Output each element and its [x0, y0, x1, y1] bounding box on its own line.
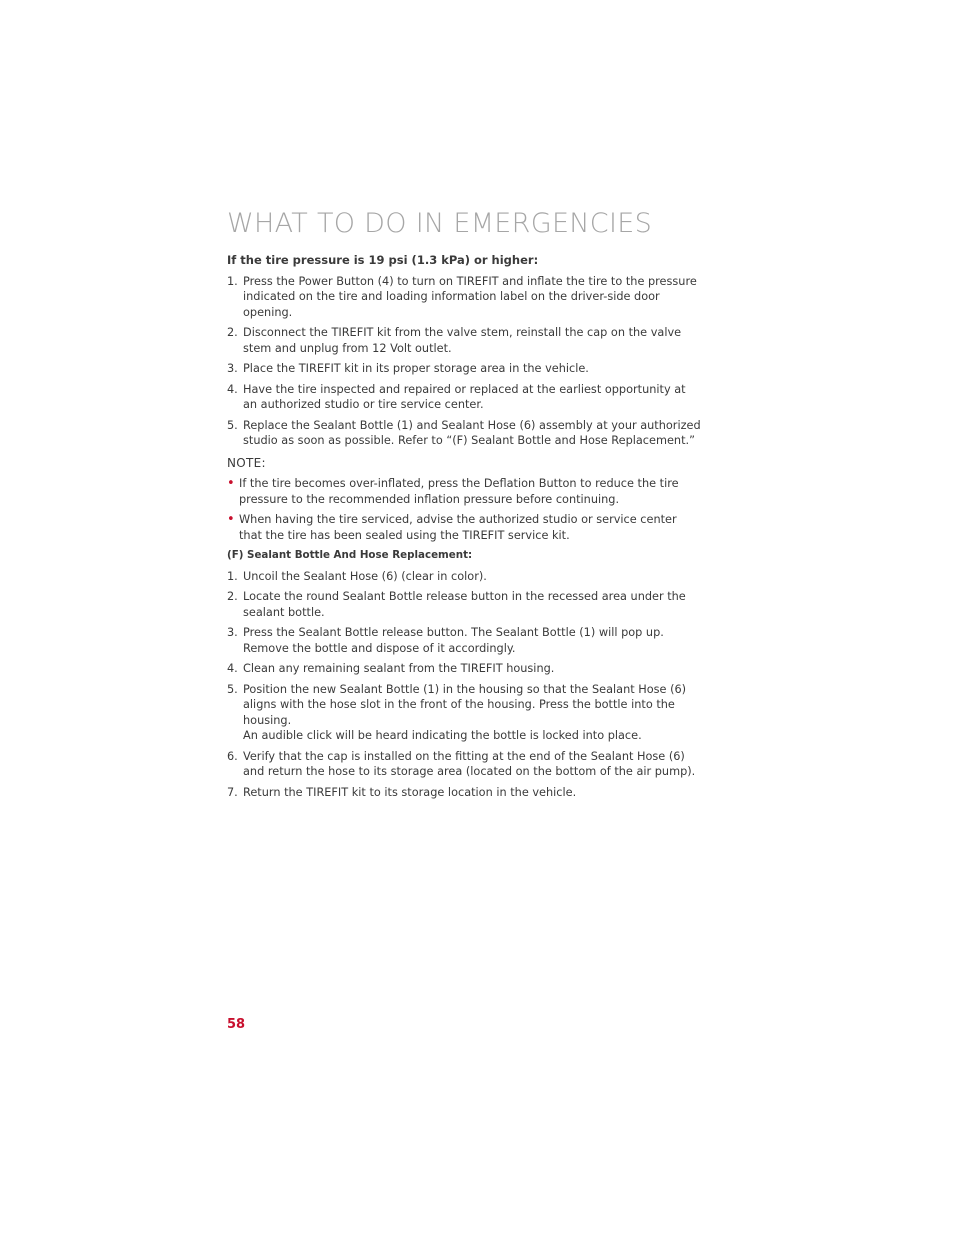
item-text: Place the TIREFIT kit in its proper storage area in the vehicle. [243, 362, 589, 375]
bullet-icon: • [227, 512, 235, 527]
list-item [227, 382, 702, 413]
list-item [227, 661, 702, 677]
pressure-heading: If the tire pressure is 19 psi (1.3 kPa) or higher: [227, 253, 539, 267]
list-item [227, 749, 702, 780]
item-number: 6. [227, 749, 238, 763]
item-text: Return the TIREFIT kit to its storage location in the vehicle. [243, 785, 577, 799]
item-number: 7. [227, 785, 238, 799]
item-number: 3. [227, 626, 238, 639]
item-text: Press the Sealant Bottle release button. The Sealant Bottle (1) will pop up. Remove the bottle and dispose of it accordingly. [243, 626, 664, 655]
item-text: Press the Power Button (4) to turn on TIREFIT and inflate the tire to the pressure indicated on the tire and loading information label on the driver-side door opening. [243, 274, 697, 319]
item-number: 2. [227, 590, 238, 603]
note-bullet-item [227, 512, 702, 543]
list-item [227, 785, 702, 801]
item-number: 4. [227, 662, 238, 675]
item-text: Clean any remaining sealant from the TIREFIT housing. [243, 662, 555, 675]
page-content [227, 253, 702, 805]
list-item [227, 418, 702, 449]
list-item [227, 361, 702, 377]
item-text: Verify that the cap is installed on the fitting at the end of the Sealant Hose (6) and return the hose to its storage area (located on the bottom of the air pump). [243, 749, 696, 778]
item-number: 2. [227, 326, 238, 339]
bullet-icon: • [227, 476, 235, 491]
replacement-heading: (F) Sealant Bottle And Hose Replacement: [227, 549, 473, 561]
list-item [227, 682, 702, 744]
item-text: Have the tire inspected and repaired or replaced at the earliest opportunity at an authorized studio or tire service center. [243, 382, 686, 411]
item-number: 1. [227, 569, 238, 583]
item-text: Uncoil the Sealant Hose (6) (clear in color). [243, 569, 487, 583]
section-title: WHAT TO DO IN EMERGENCIES [227, 208, 653, 239]
item-number: 3. [227, 362, 238, 375]
page-number: 58 [227, 1017, 246, 1032]
bullet-text: If the tire becomes over-inflated, press the Deflation Button to reduce the tire pressure to the recommended inflation pressure before continuing. [239, 477, 679, 506]
item-text: Position the new Sealant Bottle (1) in the housing so that the Sealant Hose (6) aligns with the hose slot in the front of the housing. Press the bottle into the housing. [243, 682, 687, 727]
item-number: 4. [227, 382, 238, 396]
list-item [227, 274, 702, 321]
note-bullet-item [227, 476, 702, 507]
note-label: NOTE: [227, 455, 266, 470]
item-number: 1. [227, 274, 238, 288]
item-text-continued: An audible click will be heard indicating the bottle is locked into place. [243, 729, 642, 742]
item-text: Disconnect the TIREFIT kit from the valve stem, reinstall the cap on the valve stem and unplug from 12 Volt outlet. [243, 326, 682, 355]
item-number: 5. [227, 682, 238, 696]
list-item [227, 589, 702, 620]
bullet-text: When having the tire serviced, advise the authorized studio or service center that the tire has been sealed using the TIREFIT service kit. [239, 513, 677, 542]
list-item [227, 569, 702, 585]
list-item [227, 625, 702, 656]
item-text: Replace the Sealant Bottle (1) and Sealant Hose (6) assembly at your authorized studio as soon as possible. Refer to “(F) Sealant Bottle and Hose Replacement.” [243, 418, 701, 447]
list-item [227, 325, 702, 356]
item-number: 5. [227, 418, 238, 432]
item-text: Locate the round Sealant Bottle release button in the recessed area under the sealant bottle. [243, 590, 686, 619]
